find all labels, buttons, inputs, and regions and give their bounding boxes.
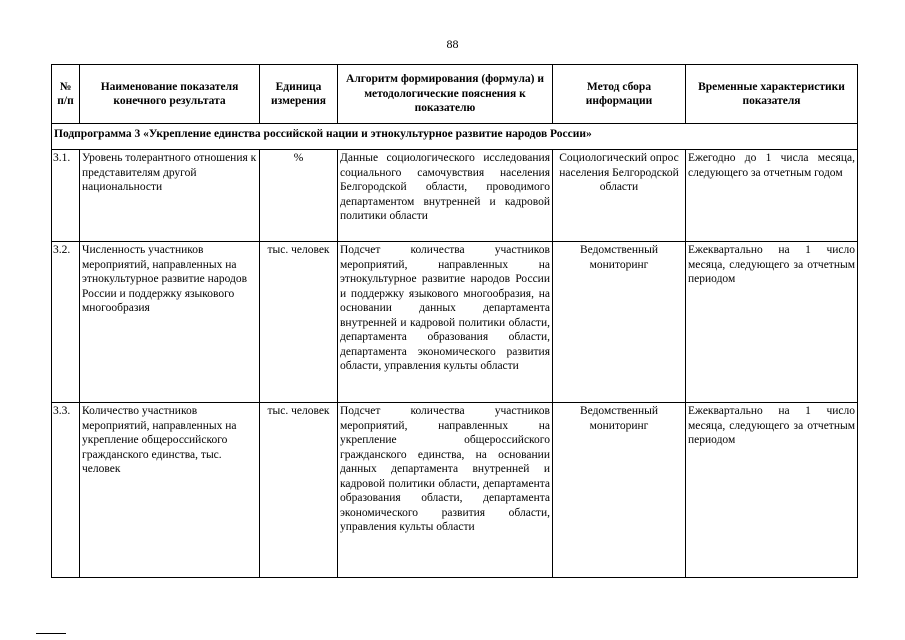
row-unit: тыс. человек	[260, 242, 338, 403]
row-unit: %	[260, 150, 338, 242]
row-method: Ведомственный мониторинг	[553, 403, 686, 578]
subprogram-row	[52, 124, 858, 150]
row-timing: Ежеквартально на 1 число месяца, следующего за отчетным периодом	[686, 242, 858, 403]
header-num: № п/п	[52, 65, 80, 124]
header-timing: Временные характеристики показателя	[686, 65, 858, 124]
row-method: Социологический опрос населения Белгородской области	[553, 150, 686, 242]
table-header-row	[52, 65, 858, 124]
page-number: 88	[446, 37, 459, 51]
subprogram-title: Подпрограмма 3 «Укрепление единства российской нации и этнокультурное развитие народов России»	[52, 124, 858, 150]
footer-rule	[36, 633, 66, 634]
row-name: Численность участников мероприятий, направленных на этнокультурное развитие народов России и поддержку языкового многообразия	[80, 242, 260, 403]
header-name: Наименование показателя конечного результата	[80, 65, 260, 124]
row-timing: Ежеквартально на 1 число месяца, следующего за отчетным периодом	[686, 403, 858, 578]
row-name: Уровень толерантного отношения к представителям другой национальности	[80, 150, 260, 242]
row-algorithm: Подсчет количества участников мероприятий, направленных на укрепление общероссийского гражданского единства, на основании данных департамента внутренней и кадровой политики области, департамента образования области, департамента экономического развития области, управления культы области	[338, 403, 553, 578]
row-name: Количество участников мероприятий, направленных на укрепление общероссийского гражданского единства, тыс. человек	[80, 403, 260, 578]
table-row	[52, 403, 858, 578]
row-method: Ведомственный мониторинг	[553, 242, 686, 403]
row-timing: Ежегодно до 1 числа месяца, следующего за отчетным годом	[686, 150, 858, 242]
table-row	[52, 242, 858, 403]
table-row	[52, 150, 858, 242]
row-num: 3.3.	[52, 403, 80, 578]
row-num: 3.1.	[52, 150, 80, 242]
indicators-table	[51, 64, 858, 578]
header-unit: Единица измерения	[260, 65, 338, 124]
row-algorithm: Подсчет количества участников мероприятий, направленных на этнокультурное развитие народов России и поддержку языкового многообразия, на основании данных департамента внутренней и кадровой политики области, департамента образования области, департамента экономического развития области, управления культы области	[338, 242, 553, 403]
row-unit: тыс. человек	[260, 403, 338, 578]
header-algorithm: Алгоритм формирования (формула) и методологические пояснения к показателю	[338, 65, 553, 124]
row-num: 3.2.	[52, 242, 80, 403]
header-method: Метод сбора информации	[553, 65, 686, 124]
row-algorithm: Данные социологического исследования социального самочувствия населения Белгородской области, проводимого департаментом внутренней и кадровой политики области	[338, 150, 553, 242]
